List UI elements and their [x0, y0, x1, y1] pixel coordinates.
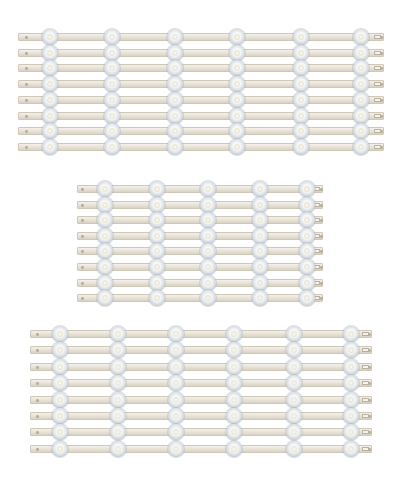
led-lens — [168, 408, 184, 424]
screw-hole — [320, 282, 323, 285]
led-strip — [77, 279, 323, 287]
screw-hole — [25, 146, 28, 149]
led-lens — [293, 139, 309, 155]
connector-end-cap — [362, 398, 369, 402]
led-lens — [293, 92, 309, 108]
led-lens — [343, 408, 359, 424]
connector-end-cap — [374, 145, 381, 149]
led-lens — [52, 342, 68, 358]
led-lens — [104, 45, 120, 61]
led-lens — [104, 123, 120, 139]
led-lens — [226, 359, 242, 375]
strip-group-short-middle — [77, 185, 323, 306]
led-lens — [343, 342, 359, 358]
led-lens — [226, 441, 242, 457]
connector-end-cap — [374, 114, 381, 118]
connector-end-cap — [362, 430, 369, 434]
led-strip — [30, 379, 372, 387]
led-lens — [293, 108, 309, 124]
led-lens — [168, 424, 184, 440]
led-lens — [299, 259, 315, 275]
led-strip — [30, 412, 372, 420]
led-lens — [286, 392, 302, 408]
led-lens — [293, 45, 309, 61]
led-lens — [353, 108, 369, 124]
led-lens — [299, 181, 315, 197]
screw-hole — [25, 52, 28, 55]
strip-group-long-bottom — [30, 330, 372, 457]
led-lens — [343, 441, 359, 457]
led-lens — [168, 359, 184, 375]
screw-hole — [36, 399, 39, 402]
screw-hole — [36, 366, 39, 369]
led-lens — [149, 181, 165, 197]
connector-end-cap — [362, 365, 369, 369]
led-lens — [42, 60, 58, 76]
led-lens — [353, 92, 369, 108]
led-lens — [200, 259, 216, 275]
screw-hole — [36, 349, 39, 352]
led-lens — [299, 212, 315, 228]
screw-hole — [320, 219, 323, 222]
led-lens — [226, 392, 242, 408]
screw-hole — [320, 250, 323, 253]
led-lens — [252, 275, 268, 291]
screw-hole — [36, 382, 39, 385]
led-strip — [77, 185, 323, 193]
led-lens — [293, 29, 309, 45]
led-lens — [200, 212, 216, 228]
led-lens — [167, 92, 183, 108]
led-strip — [77, 232, 323, 240]
led-lens — [286, 342, 302, 358]
led-lens — [110, 375, 126, 391]
led-lens — [52, 392, 68, 408]
screw-hole — [81, 250, 84, 253]
led-lens — [252, 243, 268, 259]
led-lens — [110, 342, 126, 358]
led-lens — [200, 275, 216, 291]
led-lens — [104, 92, 120, 108]
led-lens — [226, 424, 242, 440]
screw-hole — [36, 333, 39, 336]
led-lens — [286, 441, 302, 457]
led-lens — [286, 375, 302, 391]
led-lens — [286, 359, 302, 375]
led-lens — [42, 123, 58, 139]
screw-hole — [25, 36, 28, 39]
connector-end-cap — [374, 98, 381, 102]
led-lens — [149, 275, 165, 291]
led-strip — [30, 363, 372, 371]
led-lens — [167, 60, 183, 76]
led-strip — [77, 263, 323, 271]
led-lens — [353, 60, 369, 76]
connector-end-cap — [362, 348, 369, 352]
screw-hole — [320, 204, 323, 207]
led-lens — [299, 228, 315, 244]
led-lens — [149, 228, 165, 244]
led-strip — [30, 346, 372, 354]
led-lens — [97, 212, 113, 228]
screw-hole — [36, 448, 39, 451]
led-strip — [18, 96, 384, 104]
led-lens — [229, 123, 245, 139]
led-lens — [252, 197, 268, 213]
led-lens — [149, 197, 165, 213]
led-lens — [343, 359, 359, 375]
led-lens — [97, 197, 113, 213]
led-lens — [353, 123, 369, 139]
connector-end-cap — [374, 66, 381, 70]
led-lens — [167, 108, 183, 124]
led-lens — [168, 326, 184, 342]
led-lens — [97, 243, 113, 259]
led-lens — [97, 275, 113, 291]
led-lens — [167, 29, 183, 45]
led-strip — [30, 330, 372, 338]
led-lens — [226, 408, 242, 424]
led-lens — [42, 92, 58, 108]
led-lens — [286, 408, 302, 424]
led-strip — [18, 112, 384, 120]
led-strip — [18, 127, 384, 135]
led-lens — [110, 326, 126, 342]
led-lens — [343, 326, 359, 342]
led-lens — [229, 92, 245, 108]
led-lens — [229, 139, 245, 155]
screw-hole — [81, 297, 84, 300]
led-lens — [52, 326, 68, 342]
led-lens — [52, 441, 68, 457]
led-lens — [52, 408, 68, 424]
led-lens — [343, 424, 359, 440]
led-lens — [252, 181, 268, 197]
led-lens — [168, 342, 184, 358]
led-strip — [30, 428, 372, 436]
screw-hole — [36, 431, 39, 434]
led-lens — [252, 212, 268, 228]
led-lens — [42, 108, 58, 124]
screw-hole — [81, 235, 84, 238]
screw-hole — [81, 188, 84, 191]
led-lens — [226, 342, 242, 358]
led-lens — [42, 45, 58, 61]
led-lens — [200, 181, 216, 197]
led-lens — [42, 29, 58, 45]
led-lens — [343, 392, 359, 408]
screw-hole — [25, 83, 28, 86]
led-lens — [229, 76, 245, 92]
led-strip — [18, 143, 384, 151]
led-lens — [104, 60, 120, 76]
led-lens — [52, 359, 68, 375]
led-lens — [167, 45, 183, 61]
led-lens — [167, 123, 183, 139]
led-strip — [18, 49, 384, 57]
led-lens — [252, 290, 268, 306]
led-lens — [343, 375, 359, 391]
led-lens — [104, 76, 120, 92]
led-strip — [77, 216, 323, 224]
led-lens — [97, 290, 113, 306]
led-lens — [286, 424, 302, 440]
connector-end-cap — [374, 129, 381, 133]
led-strip — [18, 80, 384, 88]
led-lens — [299, 275, 315, 291]
led-lens — [104, 139, 120, 155]
led-lens — [104, 29, 120, 45]
led-strip — [77, 201, 323, 209]
led-lens — [229, 29, 245, 45]
led-lens — [168, 392, 184, 408]
led-lens — [149, 212, 165, 228]
led-lens — [42, 139, 58, 155]
led-lens — [229, 45, 245, 61]
led-lens — [293, 123, 309, 139]
screw-hole — [320, 266, 323, 269]
led-lens — [229, 108, 245, 124]
screw-hole — [81, 219, 84, 222]
led-lens — [200, 197, 216, 213]
led-lens — [226, 375, 242, 391]
led-lens — [149, 243, 165, 259]
led-lens — [110, 392, 126, 408]
connector-end-cap — [362, 332, 369, 336]
screw-hole — [25, 99, 28, 102]
led-lens — [353, 29, 369, 45]
led-lens — [226, 326, 242, 342]
led-lens — [353, 45, 369, 61]
screw-hole — [81, 282, 84, 285]
connector-end-cap — [374, 51, 381, 55]
led-lens — [42, 76, 58, 92]
connector-end-cap — [374, 82, 381, 86]
led-lens — [286, 326, 302, 342]
led-lens — [299, 243, 315, 259]
screw-hole — [25, 115, 28, 118]
led-lens — [97, 228, 113, 244]
screw-hole — [320, 188, 323, 191]
led-lens — [229, 60, 245, 76]
led-lens — [97, 259, 113, 275]
screw-hole — [320, 297, 323, 300]
led-lens — [52, 424, 68, 440]
led-strip — [18, 33, 384, 41]
led-lens — [167, 139, 183, 155]
led-lens — [200, 243, 216, 259]
led-lens — [110, 441, 126, 457]
led-lens — [200, 228, 216, 244]
connector-end-cap — [374, 35, 381, 39]
led-lens — [149, 259, 165, 275]
led-lens — [149, 290, 165, 306]
led-lens — [293, 60, 309, 76]
led-lens — [110, 359, 126, 375]
led-lens — [252, 228, 268, 244]
led-lens — [52, 375, 68, 391]
led-lens — [299, 197, 315, 213]
screw-hole — [25, 130, 28, 133]
screw-hole — [81, 204, 84, 207]
connector-end-cap — [362, 381, 369, 385]
screw-hole — [320, 235, 323, 238]
led-lens — [104, 108, 120, 124]
led-lens — [299, 290, 315, 306]
led-lens — [167, 76, 183, 92]
connector-end-cap — [362, 447, 369, 451]
led-lens — [110, 408, 126, 424]
connector-end-cap — [362, 414, 369, 418]
led-lens — [168, 441, 184, 457]
led-strip — [77, 247, 323, 255]
led-strip — [77, 294, 323, 302]
led-lens — [110, 424, 126, 440]
screw-hole — [81, 266, 84, 269]
led-lens — [97, 181, 113, 197]
strip-group-long-top — [18, 33, 384, 155]
led-lens — [353, 76, 369, 92]
screw-hole — [36, 415, 39, 418]
led-lens — [168, 375, 184, 391]
led-lens — [293, 76, 309, 92]
led-lens — [252, 259, 268, 275]
led-strip — [18, 64, 384, 72]
led-lens — [353, 139, 369, 155]
screw-hole — [25, 67, 28, 70]
led-strip — [30, 396, 372, 404]
led-strip — [30, 445, 372, 453]
led-lens — [200, 290, 216, 306]
